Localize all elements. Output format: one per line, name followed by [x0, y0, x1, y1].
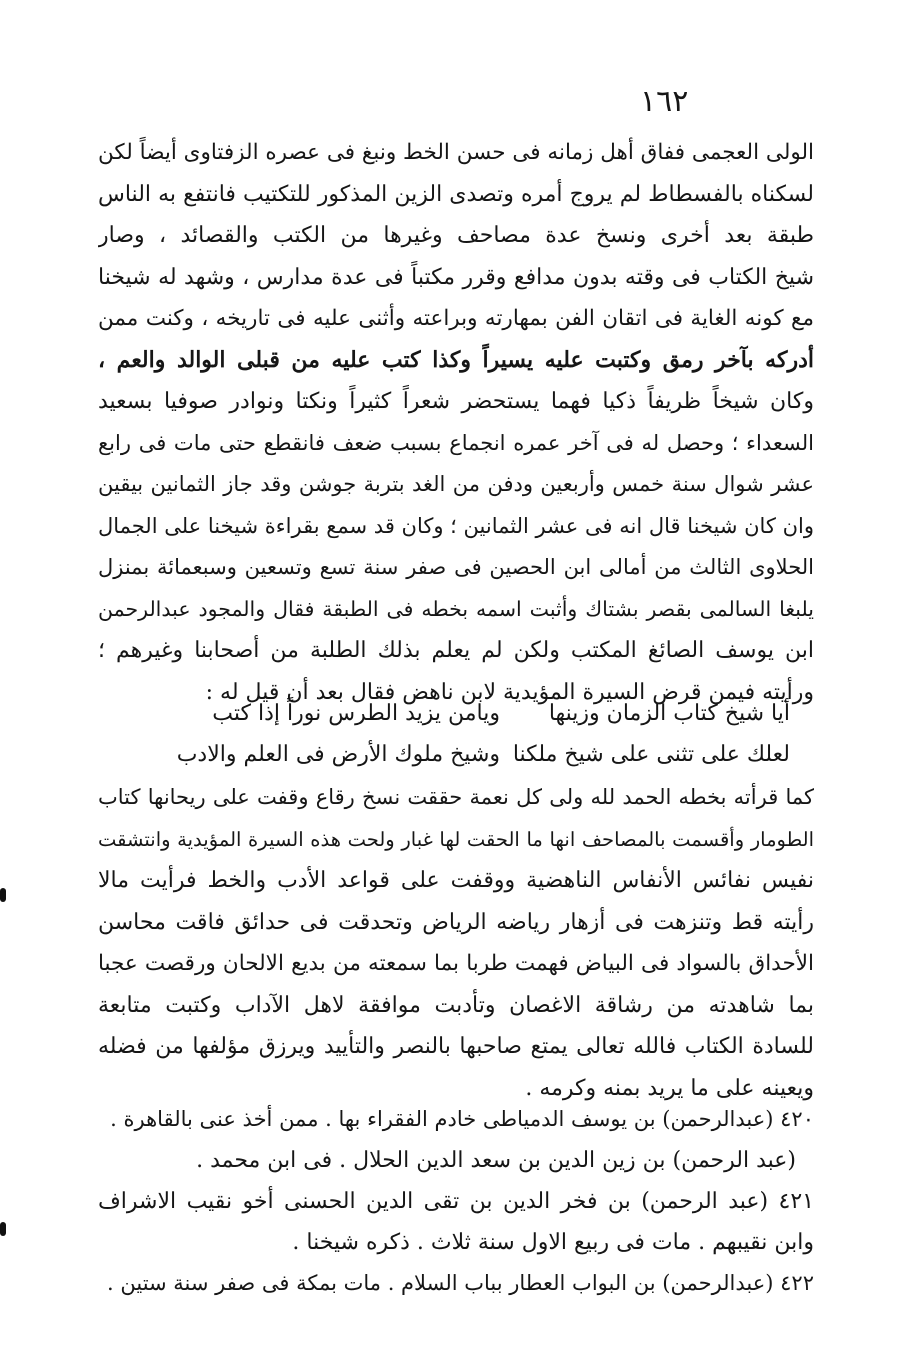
- text-line: الطومار وأقسمت بالمصاحف انها ما الحقت لها غبار ولحت هذه السيرة المؤيدية وانتشقت: [98, 827, 814, 851]
- entry-421: ٤٢١ (عبد الرحمن) بن فخر الدين بن تقى الدين الحسنى أخو نقيب الاشراف: [98, 1189, 814, 1214]
- verse-second-hemistich: ويامن يزيد الطرس نوراً إذا كتب: [212, 701, 500, 726]
- text-line: أدركه بآخر رمق وكتبت عليه يسيراً وكذا كتب عليه من قبلى الوالد والعم ،: [98, 346, 814, 373]
- text-line: وكان شيخاً ظريفاً ذكيا فهما يستحضر شعراً كثيراً ونكتا ونوادر صوفيا بسعيد: [98, 389, 814, 414]
- binding-mark: [0, 888, 6, 902]
- quotation-paragraph: [98, 777, 814, 1109]
- text-line: عشر شوال سنة خمس وأربعين ودفن من الغد بتربة جوشن وقد جاز الثمانين بيقين: [98, 472, 814, 496]
- poem-verse: [130, 735, 790, 775]
- text-line: ابن يوسف الصائغ المكتب ولكن لم يعلم بذلك الطلبة من أصحابنا وغيرهم ؛: [98, 638, 814, 663]
- text-line: لسكناه بالفسطاط لم يروج أمره وتصدى الزين المذكور للتكتيب فانتفع به الناس: [98, 181, 814, 207]
- verse-second-hemistich: وشيخ ملوك الأرض فى العلم والادب: [176, 742, 500, 767]
- text-line: مع كونه الغاية فى اتقان الفن بمهارته وبراعته وأثنى عليه فى تاريخه ، وكنت ممن: [98, 306, 814, 331]
- text-line: السعداء ؛ وحصل له فى آخر عمره انجماع بسبب ضعف فانقطع حتى مات فى رابع: [98, 430, 814, 455]
- text-line: نفيس نفائس الأنفاس الناهضية ووقفت على قواعد الأدب والخط فرأيت مالا: [98, 868, 814, 893]
- poem-verse: [130, 694, 790, 734]
- text-line: كما قرأته بخطه الحمد لله ولى كل نعمة حققت نسخ رقاع وقفت على ريحانها كتاب: [98, 785, 814, 809]
- text-line: يلبغا السالمى بقصر بشتاك وأثبت اسمه بخطه فى الطبقة فقال والمجود عبدالرحمن: [98, 596, 814, 621]
- text-line: وان كان شيخنا قال انه فى عشر الثمانين ؛ وكان قد سمع بقراءة شيخنا على الجمال: [98, 513, 814, 538]
- text-line: بما شاهدته من رشاقة الاغصان وتأدبت موافقة لاهل الآداب وكتبت متابعة: [98, 992, 814, 1018]
- text-line: رأيته قط وتنزهت فى أزهار رياضه الرياض وتحدقت فى حدائق فاقت محاسن: [98, 909, 814, 935]
- verse-first-hemistich: لعلك على تثنى على شيخ ملكنا: [512, 742, 790, 767]
- verse-first-hemistich: أيا شيخ كتاب الزمان وزينها: [548, 701, 790, 726]
- entry-421-continuation: وابن نقيبهم . مات فى ربيع الاول سنة ثلاث . ذكره شيخنا .: [292, 1230, 814, 1255]
- biography-paragraph: [98, 132, 814, 713]
- text-line: ويعينه على ما يريد بمنه وكرمه .: [525, 1075, 814, 1101]
- text-line: ورأيته فيمن قرض السيرة المؤيدية لابن ناهض فقال بعد أن قيل له :: [205, 679, 814, 705]
- text-line: طبقة بعد أخرى ونسخ عدة مصاحف وغيرها من الكتب والقصائد ، وصار: [98, 223, 814, 248]
- text-line: الولى العجمى ففاق أهل زمانه فى حسن الخط ونبغ فى عصره الزفتاوى أيضاً لكن: [98, 140, 814, 165]
- text-line: الأحداق بالسواد فى البياض فهمت طربا بما سمعته من بديع الالحان ورقصت عجبا: [98, 951, 814, 976]
- text-line: شيخ الكتاب فى وقته بدون مدافع وقرر مكتباً فى عدة مدارس ، وشهد له شيخنا: [98, 264, 814, 290]
- entry-422: ٤٢٢ (عبدالرحمن) بن البواب العطار بباب السلام . مات بمكة فى صفر سنة ستين .: [107, 1271, 814, 1295]
- text-line: للسادة الكتاب فالله تعالى يمتع صاحبها بالنصر والتأييد ويرزق مؤلفها من فضله: [98, 1034, 814, 1059]
- text-line: الحلاوى الثالث من أمالى ابن الحصين فى صفر سنة تسع وتسعين وسبعمائة بمنزل: [98, 555, 814, 579]
- entry-cross-reference: (عبد الرحمن) بن زين الدين بن سعد الدين الحلال . فى ابن محمد .: [196, 1148, 796, 1173]
- binding-mark: [0, 1222, 6, 1236]
- page-number: ١٦٢: [640, 84, 689, 119]
- biographical-entries: [98, 1099, 814, 1304]
- entry-420: ٤٢٠ (عبدالرحمن) بن يوسف الدمياطى خادم الفقراء بها . ممن أخذ عنى بالقاهرة .: [110, 1107, 814, 1131]
